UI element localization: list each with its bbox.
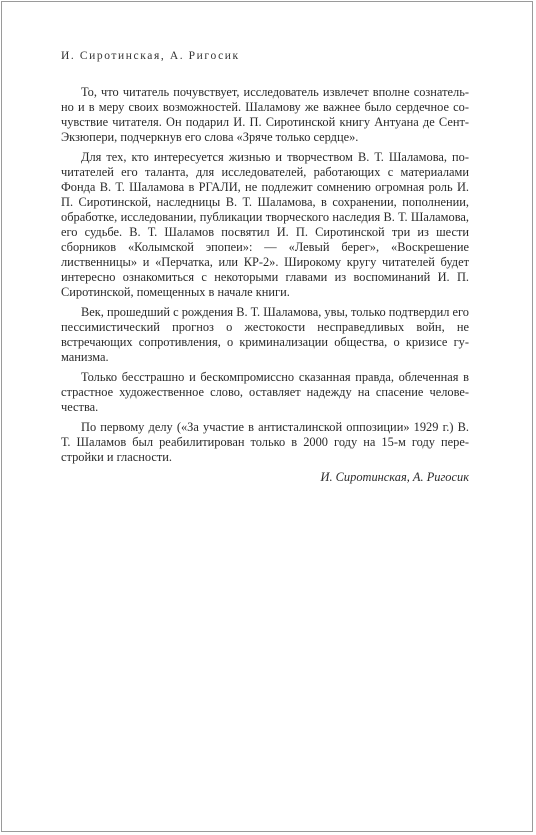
paragraph: Век, прошедший с рождения В. Т. Шаламова, увы, только подтвердил его пессимистический прогноз о жестокости несправедливых войн, не встречающих сопротивления, о криминализации общества, о кризисе гуманизма. [61, 305, 469, 364]
running-head: И. Сиротинская, А. Ригосик [61, 50, 240, 62]
paragraph: То, что читатель почувствует, исследователь извлечет вполне сознательно и в меру своих возможностей. Шаламову же важнее было сердечное сочувствие читателя. Он подарил И. П. Сиротинской книгу Антуана де Сент-Экзюпери, подчеркнув его слова «Зряче только сердце». [61, 85, 469, 144]
paragraph: Только бесстрашно и бескомпромиссно сказанная правда, облеченная в страстное художественное слово, оставляет надежду на спасение человечества. [61, 370, 469, 414]
paragraph: Для тех, кто интересуется жизнью и творчеством В. Т. Шаламова, почитателей его таланта, для исследователей, работающих с материалами Фонда В. Т. Шаламова в РГАЛИ, не подлежит сомнению огромная роль И. П. Сиротинской, наследницы В. Т. Шаламова, в сохранении, пополнении, обработке, исследовании, публикации творческого наследия В. Т. Шаламова, его судьбе. В. Т. Шаламов посвятил И. П. Сиротинской три из шести сборников «Колымской эпопеи»: — «Левый берег», «Воскрешение лиственницы» и «Перчатка, или КР-2». Широкому кругу читателей будет интересно ознакомиться с некоторыми главами из воспоминаний И. П. Сиротинской, помещенных в начале книги. [61, 150, 469, 299]
paragraph: По первому делу («За участие в антисталинской оппозиции» 1929 г.) В. Т. Шаламов был реабилитирован только в 2000 году на 15-м году перестройки и гласности. [61, 420, 469, 464]
author-signature: И. Сиротинская, А. Ригосик [320, 470, 469, 484]
body-text [61, 85, 469, 485]
